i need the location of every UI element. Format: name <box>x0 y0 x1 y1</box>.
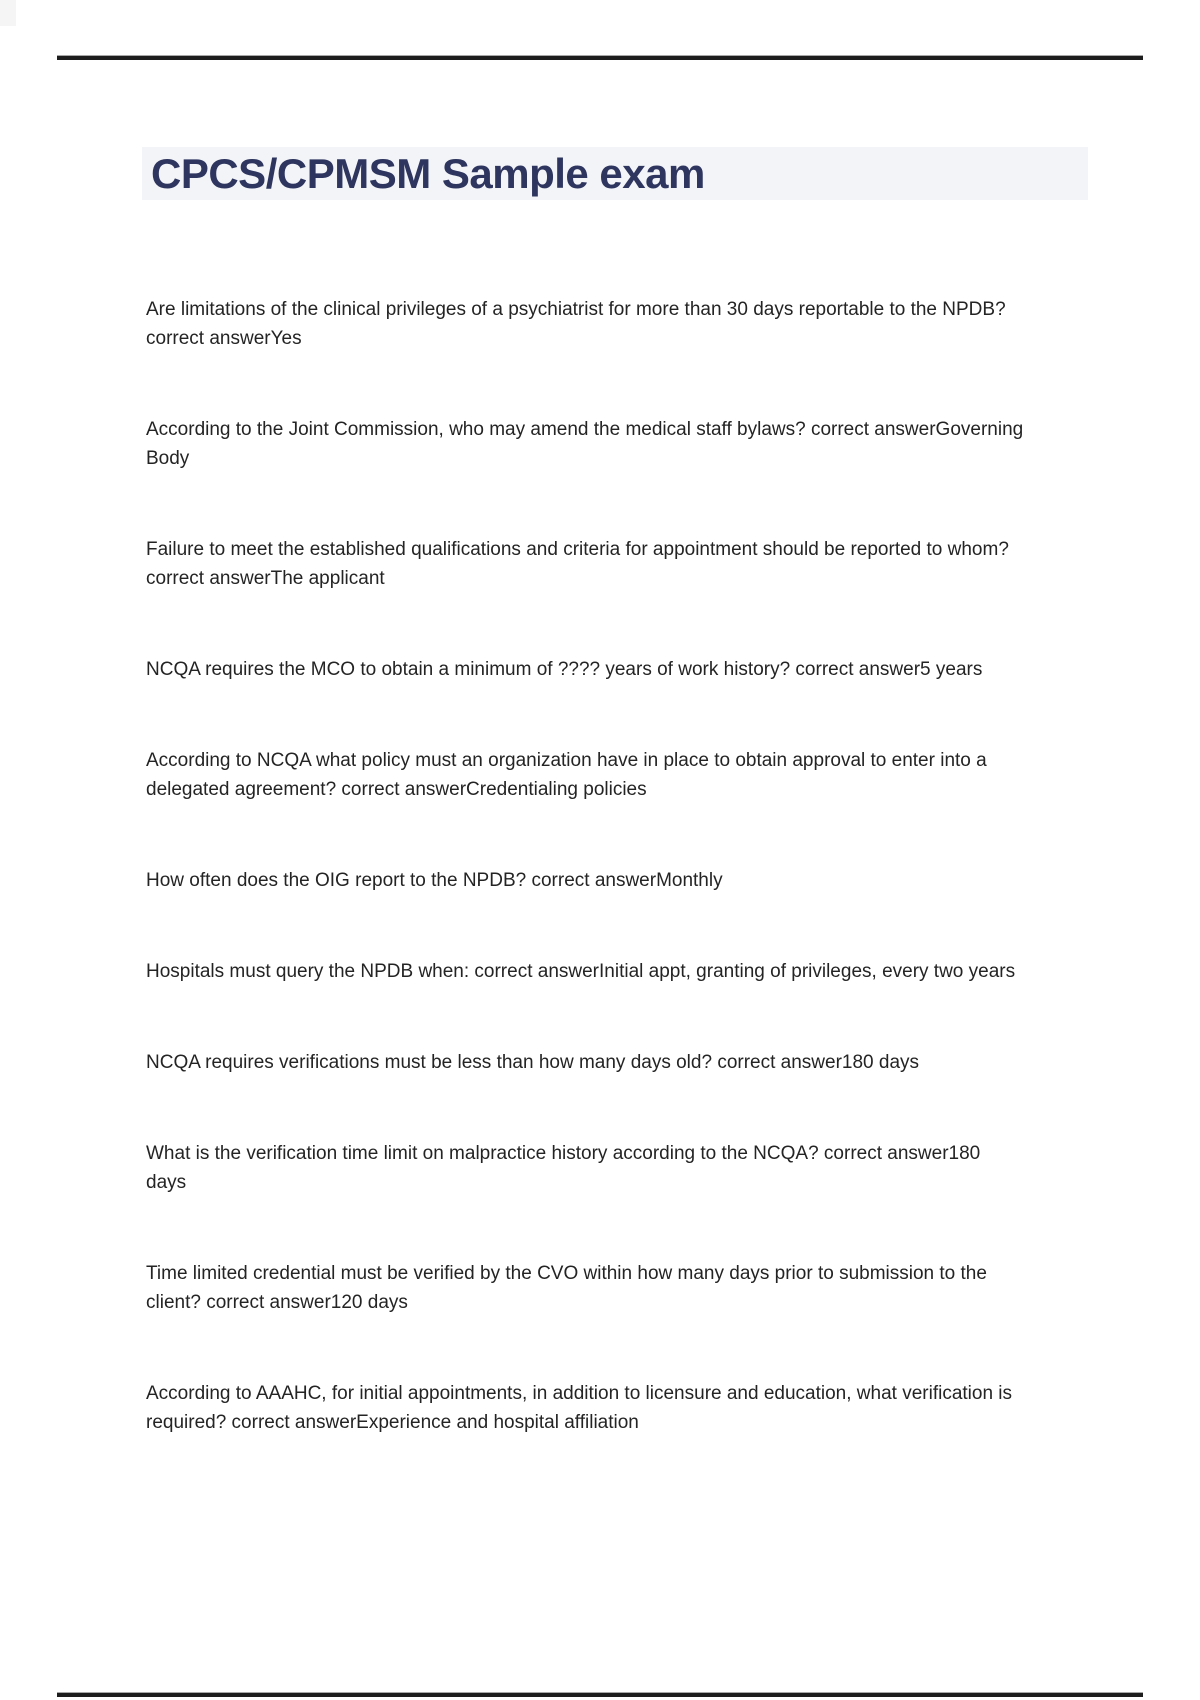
qa-item <box>146 535 1088 593</box>
qa-line: What is the verification time limit on malpractice history according to the NCQA? correct answer180 <box>146 1143 981 1164</box>
qa-line: Are limitations of the clinical privileges of a psychiatrist for more than 30 days reportable to the NPDB? <box>146 299 1006 320</box>
qa-line: delegated agreement? correct answerCredentialing policies <box>146 779 647 800</box>
bottom-rule <box>57 1692 1143 1697</box>
qa-item <box>146 1139 1088 1197</box>
qa-line: According to NCQA what policy must an organization have in place to obtain approval to enter into a <box>146 750 987 771</box>
qa-line: How often does the OIG report to the NPDB? correct answerMonthly <box>146 870 723 891</box>
qa-line: According to AAAHC, for initial appointments, in addition to licensure and education, what verification is <box>146 1383 1013 1404</box>
page-title: CPCS/CPMSM Sample exam <box>151 149 705 197</box>
qa-item <box>146 957 1088 986</box>
qa-line: days <box>146 1172 187 1193</box>
qa-line: correct answerThe applicant <box>146 568 385 589</box>
qa-line: Time limited credential must be verified by the CVO within how many days prior to submission to the <box>146 1263 987 1284</box>
qa-list <box>142 295 1088 1437</box>
qa-line: According to the Joint Commission, who may amend the medical staff bylaws? correct answerGoverning <box>146 419 1024 440</box>
qa-item <box>146 1379 1088 1437</box>
qa-item <box>146 655 1088 684</box>
scan-corner-artifact <box>0 0 16 26</box>
qa-item <box>146 866 1088 895</box>
qa-item <box>146 1048 1088 1077</box>
qa-line: Failure to meet the established qualifications and criteria for appointment should be reported to whom? <box>146 539 1009 560</box>
qa-line: correct answerYes <box>146 328 302 349</box>
qa-line: Hospitals must query the NPDB when: correct answerInitial appt, granting of privileges, every two years <box>146 961 1016 982</box>
title-highlight <box>142 147 1088 200</box>
qa-item <box>146 746 1088 804</box>
qa-item <box>146 415 1088 473</box>
qa-item <box>146 1259 1088 1317</box>
qa-line: client? correct answer120 days <box>146 1292 408 1313</box>
top-rule <box>57 55 1143 60</box>
qa-line: required? correct answerExperience and hospital affiliation <box>146 1412 639 1433</box>
page-content <box>142 147 1088 1499</box>
qa-line: NCQA requires the MCO to obtain a minimum of ???? years of work history? correct answer5 years <box>146 659 983 680</box>
qa-item <box>146 295 1088 353</box>
qa-line: NCQA requires verifications must be less than how many days old? correct answer180 days <box>146 1052 920 1073</box>
qa-line: Body <box>146 448 190 469</box>
